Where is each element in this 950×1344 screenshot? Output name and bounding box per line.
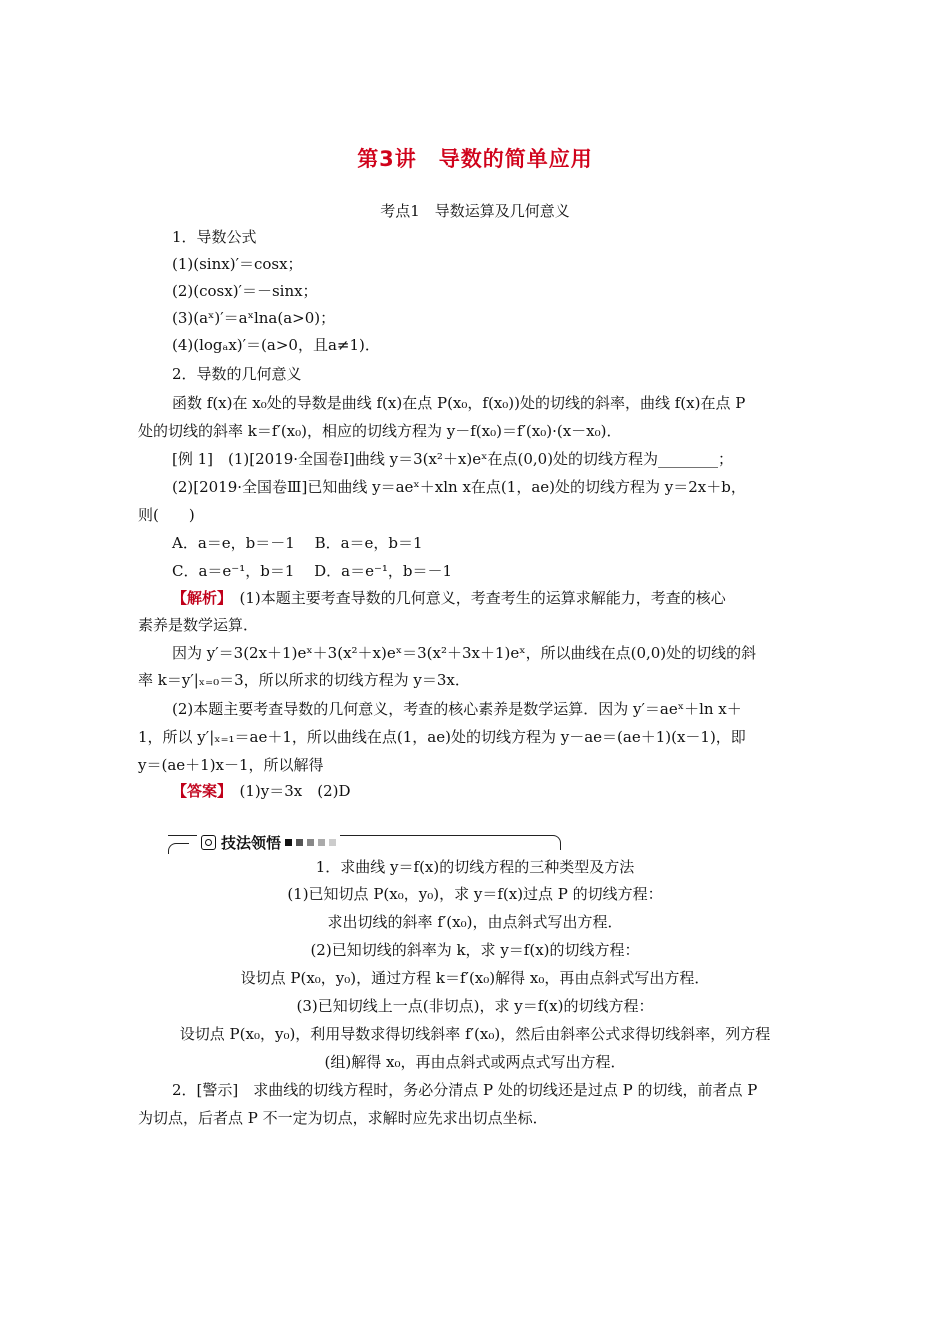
option-cd: C．a＝e⁻¹，b＝1 D．a＝e⁻¹，b＝－1 [172,562,453,580]
skill-box-header [197,832,340,853]
answer-label: 【答案】 [172,782,225,800]
geometry-text-1: 函数 f(x)在 x₀处的导数是曲线 f(x)在点 P(x₀，f(x₀))处的切线的斜率，曲线 f(x)在点 P [172,394,746,412]
square-icon [285,839,292,846]
skill-line-7: 设切点 P(x₀，y₀)，利用导数求得切线斜率 f′(x₀)，然后由斜率公式求得切线斜率，列方程 [179,1025,771,1043]
analysis-line-6: 1，所以 y′|ₓ₌₁＝ae＋1，所以曲线在点(1，ae)处的切线方程为 y－ae＝(ae＋1)(x－1)，即 [138,728,746,746]
skill-line-5: 设切点 P(x₀，y₀)，通过方程 k＝f′(x₀)解得 x₀，再由点斜式写出方程． [240,969,710,987]
answer-line [172,780,351,802]
option-ab: A．a＝e，b＝－1 B．a＝e，b＝1 [172,534,423,552]
answer-text: (1)y＝3x (2)D [224,782,351,800]
geometry-heading: 2．导数的几何意义 [172,365,302,383]
analysis-line-2: 素养是数学运算． [138,616,259,634]
analysis-line-5: (2)本题主要考查导数的几何意义，考查的核心素养是数学运算．因为 y′＝aeˣ＋ln x＋ [172,700,742,718]
analysis-line-1 [172,587,726,609]
skill-line-1: 1．求曲线 y＝f(x)的切线方程的三种类型及方法 [315,858,635,876]
square-icon [329,839,336,846]
skill-box-label: 技法领悟 [221,834,282,852]
formula-heading: 1．导数公式 [172,228,257,246]
skill-line-6: (3)已知切线上一点(非切点)，求 y＝f(x)的切线方程： [296,997,654,1015]
analysis-text: (1)本题主要考查导数的几何意义，考查考生的运算求解能力，考查的核心 [224,589,726,607]
example-2: (2)[2019·全国卷Ⅲ]已知曲线 y＝aeˣ＋xln x在点(1，ae)处的切线方程为 y＝2x＋b， [172,478,746,496]
section-heading: 考点1 导数运算及几何意义 [380,202,570,220]
analysis-label: 【解析】 [172,589,225,607]
square-icon [318,839,325,846]
camera-icon [201,835,216,850]
skill-line-4: (2)已知切线的斜率为 k，求 y＝f(x)的切线方程： [310,941,640,959]
warning-line-2: 为切点，后者点 P 不一定为切点，求解时应先求出切点坐标． [138,1109,548,1127]
skill-line-2: (1)已知切点 P(x₀，y₀)，求 y＝f(x)过点 P 的切线方程： [287,885,663,903]
skill-box-corner [168,843,189,854]
skill-line-8: (组)解得 x₀，再由点斜式或两点式写出方程． [324,1053,626,1071]
formula-3: (3)(aˣ)′＝aˣlna(a>0)； [172,309,336,327]
formula-2: (2)(cosx)′＝－sinx； [172,282,318,300]
analysis-line-3: 因为 y′＝3(2x＋1)eˣ＋3(x²＋x)eˣ＝3(x²＋3x＋1)eˣ，所以曲线在点(0,0)处的切线的斜 [172,644,757,662]
warning-line-1: 2．[警示] 求曲线的切线方程时，务必分清点 P 处的切线还是过点 P 的切线，前者点 P [172,1081,758,1099]
square-icon [307,839,314,846]
formula-1: (1)(sinx)′＝cosx； [172,255,303,273]
analysis-line-7: y＝(ae＋1)x－1，所以解得 [138,756,324,774]
geometry-text-2: 处的切线的斜率 k＝f′(x₀)，相应的切线方程为 y－f(x₀)＝f′(x₀)·(x－x₀)． [138,422,622,440]
formula-4: (4)(logₐx)′＝(a>0，且a≠1)． [172,336,380,354]
lesson-title: 第3讲 导数的简单应用 [357,147,593,171]
square-icon [296,839,303,846]
example-1: [例 1] (1)[2019·全国卷Ⅰ]曲线 y＝3(x²＋x)eˣ在点(0,0)处的切线方程为________； [172,450,734,468]
skill-line-3: 求出切线的斜率 f′(x₀)，由点斜式写出方程． [327,913,623,931]
analysis-line-4: 率 k＝y′|ₓ₌₀＝3，所以所求的切线方程为 y＝3x． [138,671,470,689]
example-2-cont: 则( ) [138,506,195,524]
